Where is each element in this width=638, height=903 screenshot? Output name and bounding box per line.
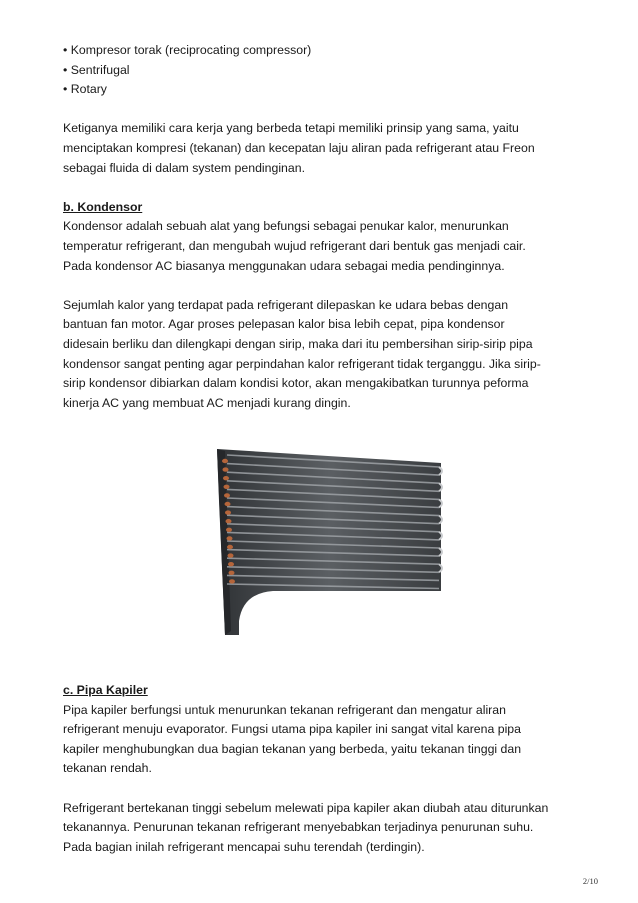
text-line: sirip kondensor dibiarkan dalam kondisi kotor, akan mengakibatkan turunnya peforma (63, 376, 529, 391)
copper-bend (228, 562, 234, 566)
text-line: Pada kondensor AC biasanya menggunakan udara sebagai media pendinginnya. (63, 258, 505, 273)
text-line: Pada bagian inilah refrigerant mencapai suhu terendah (terdingin). (63, 839, 425, 854)
text-line: tekanannya. Penurunan tekanan refrigerant menyebabkan terjadinya penurunan suhu. (63, 820, 534, 835)
text-line: bantuan fan motor. Agar proses pelepasan kalor bisa lebih cepat, pipa kondensor (63, 317, 505, 332)
text-line: refrigerant menuju evaporator. Fungsi utama pipa kapiler ini sangat vital karena pipa (63, 722, 521, 737)
bullet-item: • Sentrifugal (63, 62, 130, 77)
paragraph-kondensor-detail (63, 296, 583, 414)
text-line: Kondensor adalah sebuah alat yang befungsi sebagai penukar kalor, menurunkan (63, 219, 509, 234)
condenser-image (203, 441, 445, 638)
copper-bend (222, 459, 228, 463)
text-line: Sejumlah kalor yang terdapat pada refrigerant dilepaskan ke udara bebas dengan (63, 297, 509, 312)
copper-bend (225, 510, 231, 514)
text-line: kapiler menghubungkan dua bagian tekanan yang berbeda, yaitu tekanan tinggi dan (63, 741, 522, 756)
text-line: menciptakan kompresi (tekanan) dan kecepatan laju aliran pada refrigerant atau Freon (63, 140, 535, 155)
copper-bend (225, 502, 231, 506)
section-pipa-kapiler-intro (63, 681, 583, 779)
copper-bend (227, 536, 233, 540)
copper-bend (226, 519, 232, 523)
text-line: kondensor sangat penting agar perpindahan kalor refrigerant tidak terganggu. Jika sirip- (63, 356, 541, 371)
text-line: Refrigerant bertekanan tinggi sebelum melewati pipa kapiler akan diubah atau diturunkan (63, 800, 549, 815)
paragraph-pipa-kapiler-detail (63, 799, 583, 858)
paragraph-compressor (63, 119, 583, 178)
copper-bend (226, 528, 232, 532)
bullet-list (63, 41, 583, 100)
text-line: Pipa kapiler berfungsi untuk menurunkan tekanan refrigerant dan mengatur aliran (63, 702, 506, 717)
bullet-item: • Rotary (63, 82, 107, 97)
text-line: tekanan rendah. (63, 761, 152, 776)
page-number: 2/10 (582, 876, 598, 886)
copper-bend (223, 467, 229, 471)
text-line: Ketiganya memiliki cara kerja yang berbeda tetapi memiliki prinsip yang sama, yaitu (63, 121, 519, 136)
document-body (63, 41, 583, 433)
copper-bend (224, 485, 230, 489)
section-heading-pipa-kapiler: c. Pipa Kapiler (63, 683, 148, 697)
copper-bend (228, 553, 234, 557)
section-pipa-kapiler (63, 681, 583, 877)
copper-bend (227, 545, 233, 549)
copper-bend (224, 493, 230, 497)
text-line: sebagai fluida di dalam system pendinginan. (63, 160, 305, 175)
copper-bend (229, 579, 235, 583)
copper-bend (223, 476, 229, 480)
section-kondensor-intro (63, 198, 583, 276)
copper-bend (229, 571, 235, 575)
text-line: didesain berliku dan dilengkapi dengan sirip, maka dari itu pembersihan sirip-sirip pipa (63, 336, 533, 351)
text-line: temperatur refrigerant, dan mengubah wujud refrigerant dari bentuk gas menjadi cair. (63, 238, 526, 253)
text-line: kinerja AC yang membuat AC menjadi kurang dingin. (63, 395, 351, 410)
section-heading-kondensor: b. Kondensor (63, 199, 143, 214)
bullet-item: • Kompresor torak (reciprocating compressor) (63, 43, 312, 57)
